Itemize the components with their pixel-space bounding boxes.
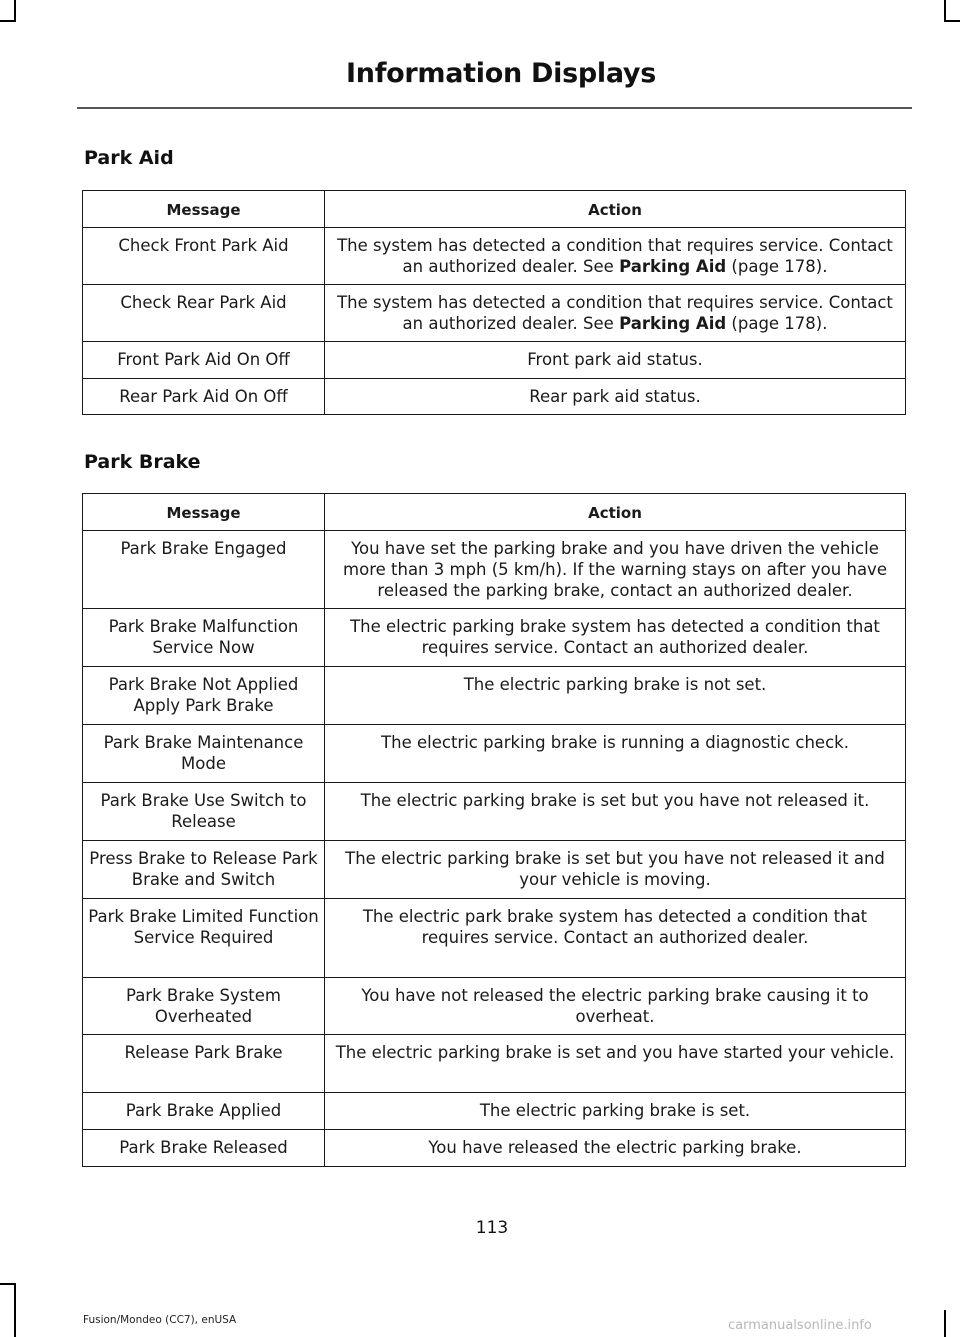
action-cell: [325, 841, 906, 899]
action-cell: [325, 899, 906, 978]
table-row: [83, 342, 906, 379]
table-row: [83, 1035, 906, 1093]
message-text: Front Park Aid On Off: [117, 350, 290, 369]
watermark: carmanualsonline.info: [728, 1318, 872, 1333]
message-text: Park Brake Released: [119, 1138, 288, 1157]
table-row: [83, 1093, 906, 1130]
message-cell: [83, 379, 325, 415]
message-cell: [83, 1093, 325, 1130]
section-title-park-aid: Park Aid: [84, 147, 174, 169]
message-cell: [83, 725, 325, 783]
action-cell: [325, 1035, 906, 1093]
action-text: The electric parking brake is set and you have started your vehicle.: [335, 1043, 895, 1062]
table-row: [83, 285, 906, 342]
action-cell: [325, 609, 906, 667]
action-cell: [325, 1093, 906, 1130]
action-text: The electric park brake system has detected a condition that requires service. Contact an authorized dealer.: [362, 907, 868, 947]
table-row: [83, 667, 906, 725]
action-text: The electric parking brake is running a diagnostic check.: [381, 733, 849, 752]
table-row: [83, 841, 906, 899]
crop-mark: [944, 1310, 946, 1337]
message-cell: [83, 1130, 325, 1167]
action-text: You have set the parking brake and you have driven the vehicle more than 3 mph (5 km/h). If the warning stays on after you have released the parking brake, contact an authorized dealer.: [343, 539, 887, 600]
page-reference: (page 178).: [726, 257, 828, 276]
message-text: Check Front Park Aid: [118, 236, 289, 255]
header-divider: [77, 107, 912, 109]
action-cell: [325, 978, 906, 1035]
page-header-title: Information Displays: [346, 58, 656, 89]
action-cell: [325, 228, 906, 285]
cross-reference-link[interactable]: Parking Aid: [619, 314, 727, 333]
action-cell: [325, 667, 906, 725]
message-text: Park Brake Limited Function Service Required: [88, 907, 319, 947]
table-row: [83, 228, 906, 285]
message-cell: [83, 667, 325, 725]
column-header-action: Action: [325, 191, 906, 228]
action-cell: [325, 379, 906, 415]
message-cell: [83, 899, 325, 978]
page-number: 113: [475, 1218, 509, 1238]
message-cell: [83, 841, 325, 899]
action-text: The system has detected a condition that requires service. Contact an authorized dealer. See: [337, 236, 893, 276]
crop-mark: [14, 0, 16, 22]
action-text: You have released the electric parking brake.: [428, 1138, 802, 1157]
action-text: The system has detected a condition that requires service. Contact an authorized dealer. See: [337, 293, 893, 333]
footer-model: Fusion/Mondeo (CC7), enUSA: [83, 1314, 237, 1326]
action-text: The electric parking brake is set.: [479, 1101, 751, 1120]
action-text: The electric parking brake is not set.: [463, 675, 767, 694]
message-text: Park Brake Not Applied Apply Park Brake: [108, 675, 299, 715]
column-header-message: Message: [83, 494, 325, 531]
message-cell: [83, 285, 325, 342]
message-text: Park Brake Use Switch to Release: [100, 791, 307, 831]
table-row: [83, 978, 906, 1035]
message-cell: [83, 609, 325, 667]
message-text: Park Brake Maintenance Mode: [103, 733, 304, 773]
message-cell: [83, 342, 325, 379]
message-text: Park Brake Applied: [125, 1101, 282, 1120]
action-cell: [325, 725, 906, 783]
action-text: Front park aid status.: [527, 350, 703, 369]
park-brake-table: [82, 493, 906, 1167]
message-text: Park Brake Engaged: [120, 539, 287, 558]
column-header-message: Message: [83, 191, 325, 228]
message-cell: [83, 978, 325, 1035]
table-row: [83, 609, 906, 667]
action-text: The electric parking brake is set but you have not released it and your vehicle is moving.: [345, 849, 885, 889]
table-row: [83, 725, 906, 783]
action-text: You have not released the electric parking brake causing it to overheat.: [361, 986, 869, 1026]
action-text: The electric parking brake is set but you have not released it.: [360, 791, 870, 810]
section-title-park-brake: Park Brake: [84, 451, 201, 473]
cross-reference-link[interactable]: Parking Aid: [619, 257, 727, 276]
table-row: [83, 1130, 906, 1167]
action-cell: [325, 1130, 906, 1167]
action-cell: [325, 342, 906, 379]
action-cell: [325, 531, 906, 609]
crop-mark: [0, 20, 16, 22]
message-cell: [83, 1035, 325, 1093]
table-row: [83, 379, 906, 415]
message-cell: [83, 228, 325, 285]
table-row: [83, 531, 906, 609]
message-text: Release Park Brake: [124, 1043, 283, 1062]
message-text: Park Brake Malfunction Service Now: [108, 617, 299, 657]
message-text: Park Brake System Overheated: [125, 986, 281, 1026]
crop-mark: [944, 20, 960, 22]
column-header-action: Action: [325, 494, 906, 531]
message-text: Press Brake to Release Park Brake and Switch: [89, 849, 318, 889]
message-cell: [83, 783, 325, 841]
crop-mark: [0, 1283, 16, 1285]
table-row: [83, 783, 906, 841]
table-row: [83, 899, 906, 978]
message-cell: [83, 531, 325, 609]
message-text: Rear Park Aid On Off: [119, 387, 288, 406]
crop-mark: [14, 1283, 16, 1337]
page-reference: (page 178).: [726, 314, 828, 333]
action-cell: [325, 783, 906, 841]
park-aid-table: [82, 190, 906, 415]
action-text: Rear park aid status.: [529, 387, 701, 406]
action-cell: [325, 285, 906, 342]
crop-mark: [944, 0, 946, 22]
message-text: Check Rear Park Aid: [120, 293, 287, 312]
action-text: The electric parking brake system has detected a condition that requires service. Contact an authorized dealer.: [350, 617, 880, 657]
